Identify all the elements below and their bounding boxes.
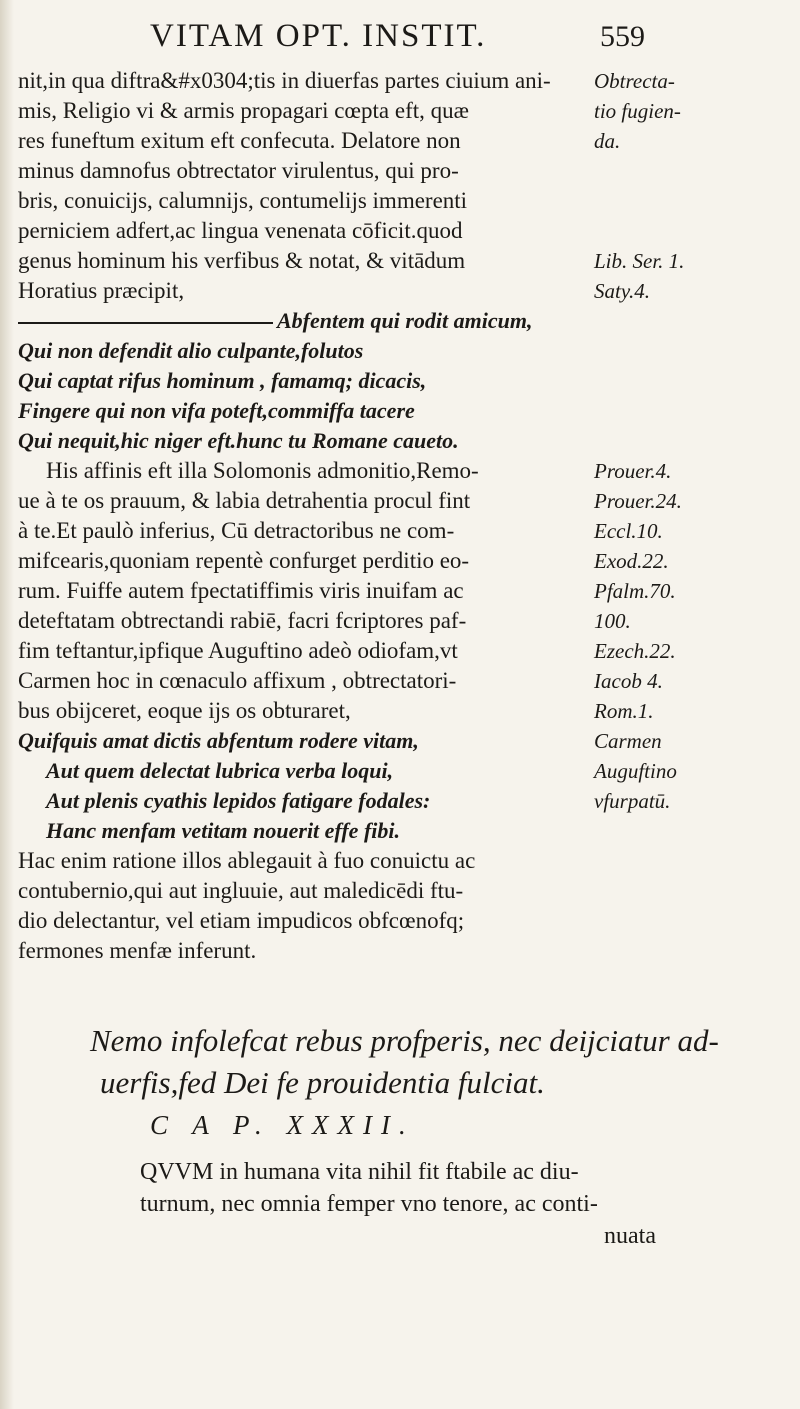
margin-note: Rom.1. [594,699,654,723]
text-line: ue à te os prauum, & labia detrahentia procul fint [18,488,471,513]
margin-note [594,156,794,186]
verse-line: Qui nequit,hic niger eft.hunc tu Romane caueto. [18,428,459,453]
margin-note [594,306,794,336]
page-header [150,18,650,58]
text-line: QVVM in humana vita nihil fit ftabile ac diu- [140,1159,579,1185]
text-line: res funeftum exitum eft confecuta. Delatore non [18,128,461,153]
text-line: minus damnofus obtrectator virulentus, qui pro- [18,158,459,183]
margin-note: vfurpatū. [594,789,671,813]
catchword: nuata [604,1223,656,1249]
verse-text: Abfentem qui rodit amicum, [277,308,533,333]
page-edge-shadow [0,0,14,1409]
margin-note: 100. [594,609,631,633]
margin-note [594,426,794,456]
margin-note: tio fugien- [594,99,681,123]
verse-line: Qui non defendit alio culpante,folutos [18,338,364,363]
verse-line: Aut quem delectat lubrica verba loqui, [46,758,394,783]
text-line: Hac enim ratione illos ablegauit à fuo conuictu ac [18,848,476,873]
text-line: nit,in qua diftra&#x0304;tis in diuerfas partes ciuium ani- [18,68,551,93]
section-heading [90,1020,719,1104]
margin-note [594,366,794,396]
text-line: Horatius præcipit, [18,278,185,303]
margin-note: Saty.4. [594,279,650,303]
margin-note: Obtrecta- [594,69,675,93]
text-line: contubernio,qui aut ingluuie, aut maledicēdi ftu- [18,878,464,903]
text-line: rum. Fuiffe autem fpectatiffimis viris inuifam ac [18,578,464,603]
margin-note [594,336,794,366]
text-line: Carmen hoc in cœnaculo affixum , obtrectatori- [18,668,457,693]
text-line: bus obijceret, eoque ijs os obturaret, [18,698,351,723]
verse-line: Fingere qui non vifa poteft,commiffa tacere [18,398,415,423]
text-line: bris, conuicijs, calumnijs, contumelijs immerenti [18,188,468,213]
margin-note: da. [594,129,621,153]
margin-note: Iacob 4. [594,669,663,693]
margin-note: Exod.22. [594,549,669,573]
verse-line: Quifquis amat dictis abfentum rodere vitam, [18,728,419,753]
margin-note [594,186,794,216]
margin-note [594,396,794,426]
text-line: mifcearis,quoniam repentè confurget perditio eo- [18,548,470,573]
margin-note: Carmen [594,729,662,753]
text-line: His affinis eft illa Solomonis admonitio,Remo- [46,458,479,483]
text-line: fim teftantur,ipfique Auguftino adeò odiofam,vt [18,638,458,663]
text-line: dio delectantur, vel etiam impudicos obfcœnofq; [18,908,465,933]
verse-line: Hanc menfam vetitam nouerit effe fibi. [46,818,400,843]
verse-line [18,306,578,336]
verse-dash [18,322,273,324]
text-line: deteftatam obtrectandi rabiē, facri fcriptores paf- [18,608,467,633]
heading-line: uerfis,fed Dei fe prouidentia fulciat. [100,1065,545,1100]
chapter-label: C A P. XXXII. [150,1110,415,1140]
running-title: VITAM OPT. INSTIT. [150,18,487,54]
margin-note [594,216,794,246]
text-line: fermones menfæ inferunt. [18,938,257,963]
margin-note: Auguftino [594,759,677,783]
chapter-text [140,1156,660,1252]
text-line: turnum, nec omnia femper vno tenore, ac conti- [140,1191,598,1217]
text-line: à te.Et paulò inferius, Cū detractoribus ne com- [18,518,455,543]
verse-line: Aut plenis cyathis lepidos fatigare fodales: [46,788,431,813]
margin-note: Prouer.4. [594,459,672,483]
text-line: perniciem adfert,ac lingua venenata cōficit.quod [18,218,463,243]
margin-note: Ezech.22. [594,639,676,663]
margin-note: Eccl.10. [594,519,663,543]
text-line: mis, Religio vi & armis propagari cœpta eft, quæ [18,98,469,123]
text-line: genus hominum his verfibus & notat, & vitādum [18,248,466,273]
margin-note: Pfalm.70. [594,579,676,603]
margin-notes [594,66,794,816]
page-number: 559 [600,20,645,53]
heading-line: Nemo infolefcat rebus profperis, nec deijciatur ad- [90,1023,719,1058]
verse-line: Qui captat rifus hominum , famamq; dicacis, [18,368,427,393]
main-text [18,66,578,966]
margin-note: Lib. Ser. 1. [594,249,685,273]
margin-note: Prouer.24. [594,489,682,513]
